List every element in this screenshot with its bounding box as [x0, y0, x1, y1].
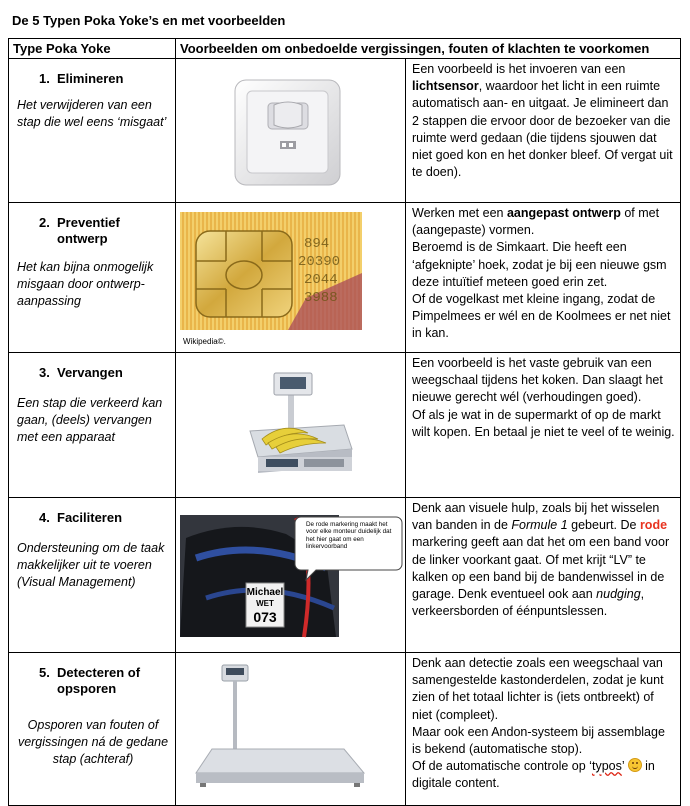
- header-examples: Voorbeelden om onbedoelde vergissingen, fouten of klachten te voorkomen: [176, 39, 681, 59]
- table-row: [9, 653, 681, 806]
- type-description: Een stap die verkeerd kan gaan, (deels) vervangen met een apparaat: [17, 396, 163, 444]
- example-cell: Een voorbeeld is het vaste gebruik van een weegschaal tijdens het koken. Dan slaagt het nieuwe gerecht wél (verhoudingen goed). Of als je wat in de supermarkt of op de markt wilt kopen. En betaal je niet te veel of te weinig.: [406, 353, 681, 498]
- smiley-icon: [628, 758, 642, 772]
- table-row: [9, 203, 681, 353]
- platform-scale-image: [176, 653, 406, 800]
- svg-text:3988: 3988: [304, 290, 338, 306]
- document-title: De 5 Typen Poka Yoke’s en met voorbeelden: [12, 13, 286, 28]
- image-cell: [176, 653, 406, 806]
- example-cell: Een voorbeeld is het invoeren van een lichtsensor, waardoor het licht in een ruimte automatisch aan- en uitgaat. Je elimineert dan 2 stappen die ervoor door de bezoeker van die ruimte werd gedaan (die tijdens sjouwen dat niet goed kon en het donker bleef. Of vergat uit te doen).: [406, 59, 681, 203]
- svg-text:20390: 20390: [298, 254, 341, 270]
- header-type: Type Poka Yoke: [9, 39, 176, 59]
- type-description: Het verwijderen van een stap die wel eens ‘misgaat’: [17, 98, 167, 129]
- table-row: [9, 353, 681, 498]
- type-cell: 3. Vervangen Een stap die verkeerd kan gaan, (deels) vervangen met een apparaat: [9, 353, 176, 498]
- type-cell: 1. Elimineren Het verwijderen van een stap die wel eens ‘misgaat’: [9, 59, 176, 203]
- kitchen-scale-image: [176, 353, 406, 492]
- example-cell: Denk aan detectie zoals een weegschaal van samengestelde kastonderdelen, zodat je kunt zien of het totaal lichter is (iets ontbreekt) of niet (compleet). Maar ook een Andon-systeem bij assemblage is bekend (automatische stop). Of de automatische controle op ‘typos’ in digitale content.: [406, 653, 681, 806]
- type-description: Het kan bijna onmogelijk misgaan door ontwerp-aanpassing: [17, 260, 154, 308]
- image-cell: [176, 353, 406, 498]
- type-cell: 5. Detecteren of opsporen Opsporen van fouten of vergissingen ná de gedane stap (achteraf): [9, 653, 176, 806]
- example-cell: Werken met een aangepast ontwerp of met (aangepaste) vormen. Beroemd is de Simkaart. Die heeft een ‘afgeknipte’ hoek, zodat je bij een nieuwe gsm deze intuïtief meteen goed erin zet. Of de vogelkast met kleine ingang, zodat de Pimpelmees er wél en de Koolmees er net niet in kan.: [406, 203, 681, 353]
- image-cell: [176, 203, 406, 353]
- type-description: Ondersteuning om de taak makkelijker uit te voeren (Visual Management): [17, 541, 165, 589]
- example-cell: Denk aan visuele hulp, zoals bij het wisselen van banden in de Formule 1 gebeurt. De rode markering geeft aan dat het om een band voor de linker voorkant gaat. Of met krijt “LV” te kalken op een band bij de bandenwissel in de garage. Denk eventueel ook aan nudging, verkeersborden of éénpuntslessen.: [406, 498, 681, 653]
- table-header-row: [9, 39, 681, 59]
- svg-text:WET: WET: [256, 599, 274, 608]
- image-caption: Wikipedia©.: [183, 337, 226, 346]
- type-name: Detecteren of opsporen: [57, 665, 141, 696]
- type-name: Preventief ontwerp: [57, 215, 120, 246]
- poka-yoke-table: [8, 38, 681, 806]
- svg-text:894: 894: [304, 236, 330, 252]
- svg-text:Michael: Michael: [246, 587, 284, 598]
- svg-text:2044: 2044: [304, 272, 338, 288]
- type-cell: 4. Faciliteren Ondersteuning om de taak makkelijker uit te voeren (Visual Management): [9, 498, 176, 653]
- type-description: Opsporen van fouten of vergissingen ná de gedane stap (achteraf): [17, 718, 169, 766]
- light-switch-sensor-image: [176, 59, 406, 197]
- type-name: Elimineren: [57, 71, 124, 86]
- type-cell: 2. Preventief ontwerp Het kan bijna onmogelijk misgaan door ontwerp-aanpassing: [9, 203, 176, 353]
- table-row: [9, 59, 681, 203]
- svg-text:073: 073: [253, 609, 277, 625]
- type-name: Faciliteren: [57, 510, 123, 525]
- sim-card-image: [176, 203, 406, 338]
- type-name: Vervangen: [57, 365, 123, 380]
- speech-bubble-text: De rode markering maakt het voor elke monteur duidelijk dat het hier gaat om een linkervoorband: [306, 521, 392, 551]
- table-row: [9, 498, 681, 653]
- image-cell: [176, 498, 406, 653]
- image-cell: [176, 59, 406, 203]
